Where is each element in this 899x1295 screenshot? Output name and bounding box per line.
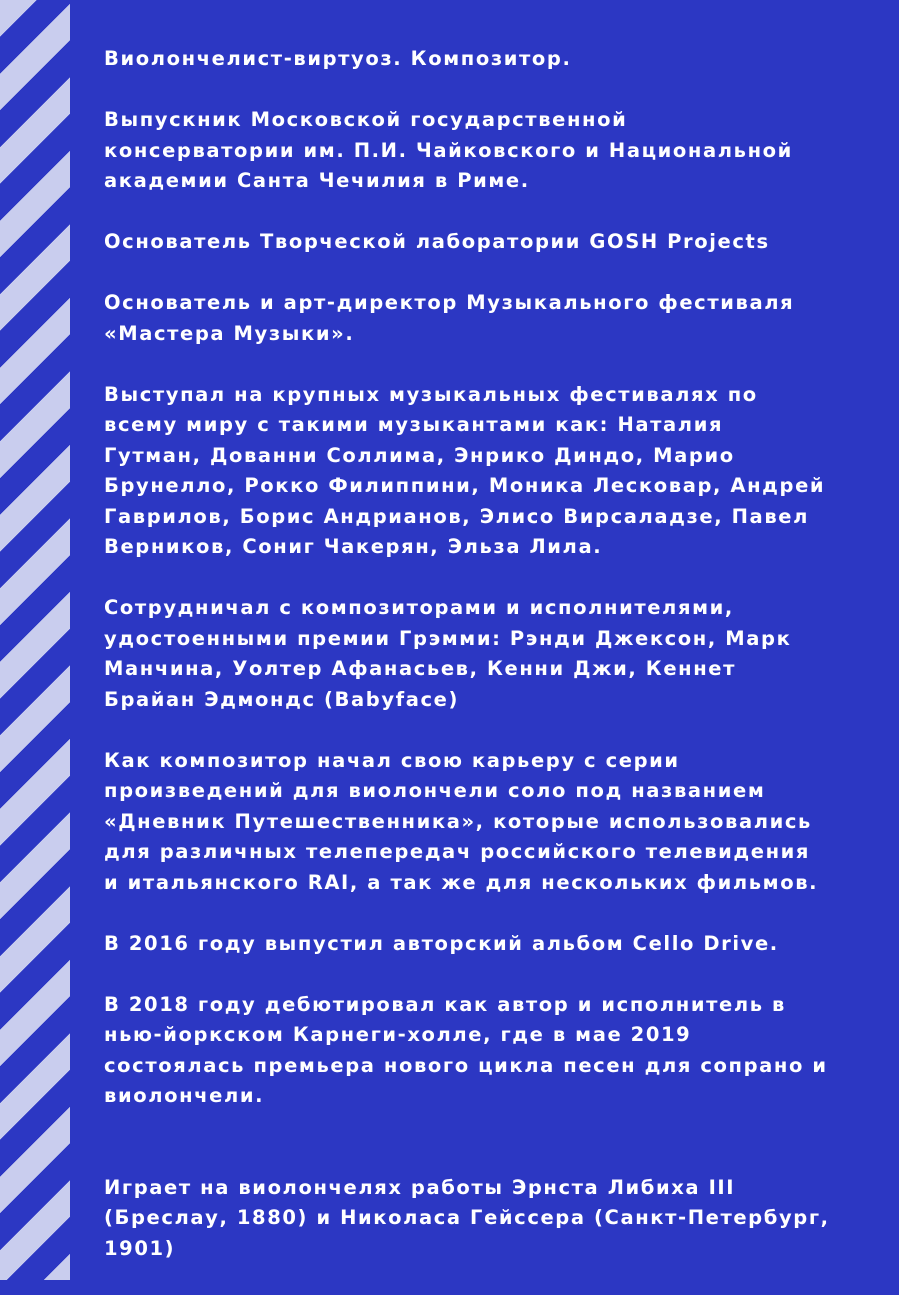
biography-text <box>104 44 874 1295</box>
text-line: Как композитор начал свою карьеру с серии <box>104 748 680 772</box>
text-line: Брунелло, Рокко Филиппини, Моника Лесковар, Андрей <box>104 474 826 497</box>
text-line: Брайан Эдмондс (Babyface) <box>104 687 459 711</box>
text-line: Верников, Сониг Чакерян, Эльза Лила. <box>104 535 603 558</box>
text-line: Манчина, Уолтер Афанасьев, Кенни Джи, Кеннет <box>104 657 737 680</box>
text-line: Гутман, Дованни Соллима, Энрико Диндо, Марио <box>104 443 735 467</box>
paragraph-album <box>104 929 874 960</box>
text-line: «Мастера Музыки». <box>104 321 355 345</box>
paragraph-title <box>104 44 874 75</box>
paragraph-grammy <box>104 593 874 715</box>
text-line: Виолончелист-виртуоз. Композитор. <box>104 47 572 70</box>
text-line: академии Санта Чечилия в Риме. <box>104 169 530 192</box>
text-line: и итальянского RAI, а так же для нескольких фильмов. <box>104 870 819 894</box>
text-line: всему миру с такими музыкантами как: Наталия <box>104 413 724 436</box>
text-line: Играет на виолончелях работы Эрнста Либиха III <box>104 1175 736 1199</box>
text-line: «Дневник Путешественника», которые использовались <box>104 809 812 833</box>
text-line: для различных телепередач российского телевидения <box>104 840 811 863</box>
paragraph-festival <box>104 288 874 349</box>
text-line: состоялась премьера нового цикла песен для сопрано и <box>104 1053 828 1077</box>
paragraph-performances <box>104 380 874 563</box>
text-line: нью-йоркском Карнеги-холле, где в мае 2019 <box>104 1023 692 1046</box>
decorative-stripes <box>0 0 70 1280</box>
text-line: произведений для виолончели соло под названием <box>104 779 766 802</box>
paragraph-composer <box>104 746 874 899</box>
text-line: Выпускник Московской государственной <box>104 108 628 131</box>
text-line: В 2016 году выпустил авторский альбом Cello Drive. <box>104 931 779 955</box>
text-line: виолончели. <box>104 1084 265 1107</box>
text-line: Основатель и арт-директор Музыкального фестиваля <box>104 291 795 314</box>
text-line: 1901) <box>104 1236 176 1260</box>
text-line: Основатель Творческой лаборатории GOSH Projects <box>104 230 770 253</box>
text-line: удостоенными премии Грэмми: Рэнди Джексон, Марк <box>104 626 792 650</box>
text-line: Сотрудничал с композиторами и исполнителями, <box>104 596 734 619</box>
text-line: В 2018 году дебютировал как автор и исполнитель в <box>104 992 786 1016</box>
text-line: (Бреслау, 1880) и Николаса Гейссера (Санкт-Петербург, <box>104 1206 830 1229</box>
text-line: Выступал на крупных музыкальных фестивалях по <box>104 382 758 406</box>
paragraph-gosh-projects <box>104 227 874 258</box>
text-line: Гаврилов, Борис Андрианов, Элисо Вирсаладзе, Павел <box>104 504 809 528</box>
text-line: консерватории им. П.И. Чайковского и Национальной <box>104 138 793 162</box>
paragraph-education <box>104 105 874 197</box>
paragraph-carnegie <box>104 990 874 1112</box>
paragraph-instruments <box>104 1173 874 1265</box>
